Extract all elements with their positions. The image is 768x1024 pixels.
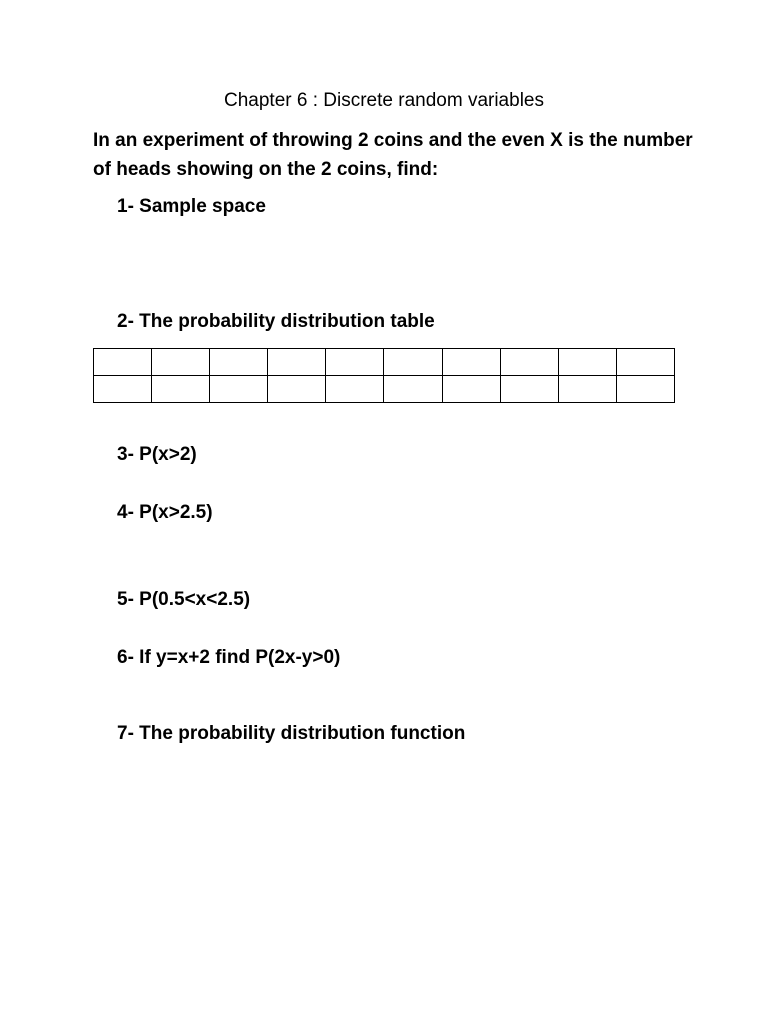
table-cell: [384, 349, 442, 376]
table-cell: [326, 376, 384, 403]
question-7: 7- The probability distribution function: [117, 723, 466, 744]
table-cell: [442, 376, 500, 403]
question-1: 1- Sample space: [117, 196, 266, 217]
table-cell: [326, 349, 384, 376]
table-cell: [558, 376, 616, 403]
table-row: [94, 376, 675, 403]
table-cell: [268, 376, 326, 403]
table-cell: [152, 349, 210, 376]
table-cell: [500, 349, 558, 376]
page-title: Chapter 6 : Discrete random variables: [224, 90, 544, 111]
table-cell: [616, 376, 674, 403]
question-4: 4- P(x>2.5): [117, 502, 213, 523]
question-6: 6- If y=x+2 find P(2x-y>0): [117, 647, 341, 668]
table-cell: [384, 376, 442, 403]
table-row: [94, 349, 675, 376]
table-cell: [616, 349, 674, 376]
problem-statement: In an experiment of throwing 2 coins and the even X is the number of heads showing on the 2 coins, find:: [93, 130, 693, 180]
table-cell: [442, 349, 500, 376]
probability-distribution-table: [93, 348, 675, 403]
table-cell: [152, 376, 210, 403]
table-cell: [210, 349, 268, 376]
question-5: 5- P(0.5<x<2.5): [117, 589, 251, 610]
question-2: 2- The probability distribution table: [117, 311, 435, 332]
table-cell: [268, 349, 326, 376]
question-3: 3- P(x>2): [117, 444, 197, 465]
table-cell: [500, 376, 558, 403]
table-cell: [94, 349, 152, 376]
table-cell: [94, 376, 152, 403]
table-cell: [558, 349, 616, 376]
table-cell: [210, 376, 268, 403]
